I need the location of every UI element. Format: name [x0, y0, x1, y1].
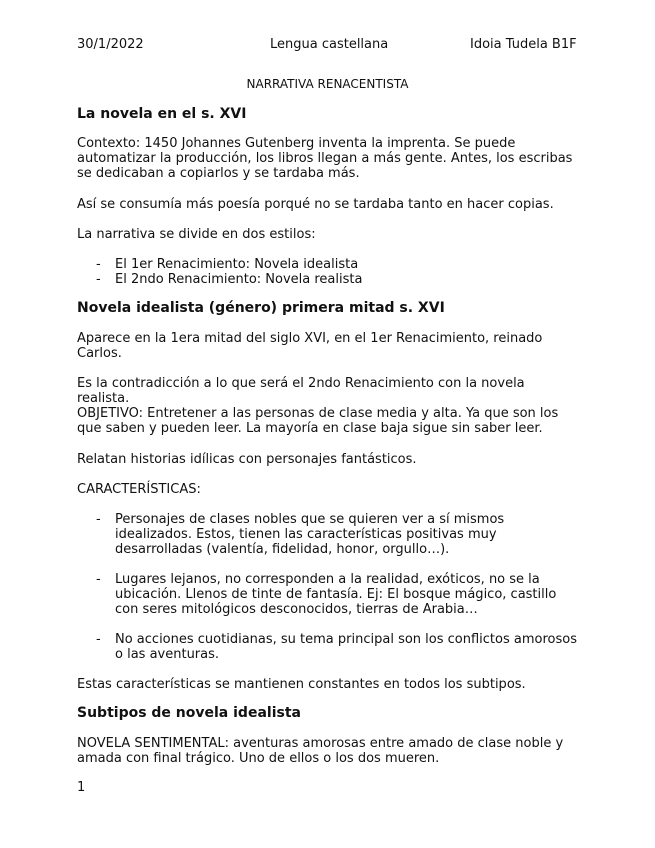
- header-subject: Lengua castellana: [270, 37, 389, 52]
- paragraph-contexto: Contexto: 1450 Johannes Gutenberg inventa la imprenta. Se puede automatizar la producción, los libros llegan a más gente. Antes, los escribas se dedicaban a copiarlos y se tardaba más.: [77, 136, 573, 181]
- page-number: 1: [77, 780, 86, 795]
- paragraph-objetivo: OBJETIVO: Entretener a las personas de clase media y alta. Ya que son los que saben y pueden leer. La mayoría en clase baja sigue sin saber leer.: [77, 406, 559, 436]
- estilos-list: [77, 257, 577, 287]
- list-item: - El 1er Renacimiento: Novela idealista: [77, 257, 577, 272]
- heading-novela-idealista: Novela idealista (género) primera mitad s. XVI: [77, 300, 445, 316]
- paragraph-caracteristicas-label: CARACTERÍSTICAS:: [77, 482, 201, 497]
- paragraph-contradiccion: Es la contradicción a lo que será el 2ndo Renacimiento con la novela realista.: [77, 376, 525, 406]
- list-item: - Personajes de clases nobles que se quieren ver a sí mismos idealizados. Estos, tienen las características positivas muy desarrolladas (valentía, fidelidad, honor, orgullo…).: [77, 512, 577, 557]
- list-item: - El 2ndo Renacimiento: Novela realista: [77, 272, 577, 287]
- paragraph-novela-sentimental: NOVELA SENTIMENTAL: aventuras amorosas entre amado de clase noble y amada con final trágico. Uno de ellos o los dos mueren.: [77, 736, 564, 766]
- document-title: NARRATIVA RENACENTISTA: [246, 77, 409, 91]
- heading-novela-siglo-xvi: La novela en el s. XVI: [77, 106, 247, 122]
- header-author: Idoia Tudela B1F: [470, 37, 577, 52]
- heading-subtipos: Subtipos de novela idealista: [77, 705, 301, 721]
- paragraph-aparece: Aparece en la 1era mitad del siglo XVI, en el 1er Renacimiento, reinado Carlos.: [77, 331, 543, 361]
- paragraph-poesia: Así se consumía más poesía porqué no se tardaba tanto en hacer copias.: [77, 197, 554, 212]
- paragraph-estilos: La narrativa se divide en dos estilos:: [77, 227, 316, 242]
- header-date: 30/1/2022: [77, 37, 144, 52]
- caracteristicas-list: [77, 512, 577, 662]
- list-item: - No acciones cuotidianas, su tema principal son los conflictos amorosos o las aventuras.: [77, 632, 577, 662]
- paragraph-constantes: Estas características se mantienen constantes en todos los subtipos.: [77, 677, 526, 692]
- list-item: - Lugares lejanos, no corresponden a la realidad, exóticos, no se la ubicación. Llenos de tinte de fantasía. Ej: El bosque mágico, castillo con seres mitológicos desconocidos, tierras de Arabia…: [77, 572, 577, 617]
- paragraph-relatan: Relatan historias idílicas con personajes fantásticos.: [77, 452, 417, 467]
